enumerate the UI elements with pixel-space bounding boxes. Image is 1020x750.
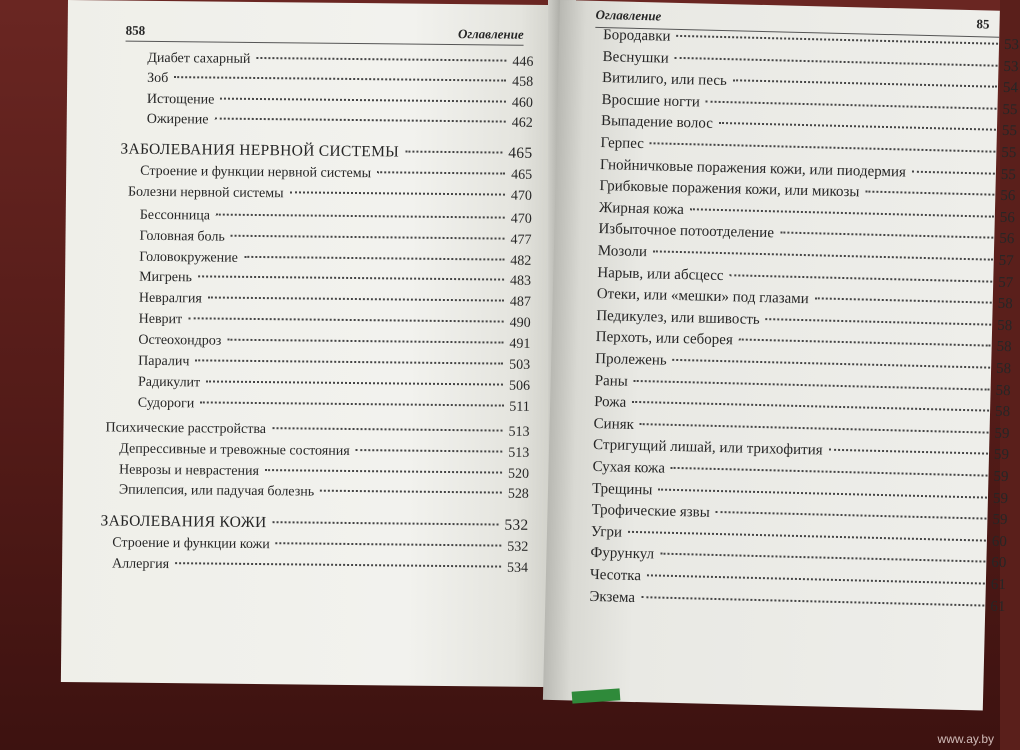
toc-entry-title: Фурункул [590, 545, 655, 563]
dot-leader [653, 250, 993, 260]
toc-entry-page: 520 [507, 466, 530, 482]
toc-entry [138, 333, 530, 353]
dot-leader [815, 298, 992, 304]
toc-entry-page: 54 [1002, 80, 1019, 97]
toc-entry-title: Избыточное потоотделение [598, 221, 775, 242]
toc-entry-page: 482 [510, 253, 532, 269]
toc-entry-title: Рожа [593, 394, 627, 411]
toc-entry-page: 465 [508, 144, 533, 162]
toc-entry-page: 56 [999, 231, 1015, 248]
dot-leader [377, 171, 505, 174]
toc-entry-page: 58 [995, 382, 1011, 399]
toc-entry-title: Головокружение [139, 249, 238, 266]
dot-leader [356, 449, 503, 453]
toc-entry-page: 458 [512, 74, 534, 90]
toc-entry [140, 208, 532, 228]
dot-leader [641, 596, 984, 606]
toc-entry-page: 532 [507, 539, 529, 555]
dot-leader [206, 380, 503, 385]
toc-entry-page: 58 [996, 339, 1012, 356]
left-page [61, 0, 560, 687]
toc-entry-title: Ожирение [146, 111, 209, 128]
dot-leader [214, 118, 505, 123]
toc-entry [119, 442, 529, 462]
toc-entry-page: 57 [998, 252, 1014, 270]
toc-entry-page: 59 [993, 447, 1010, 464]
dot-leader [174, 76, 506, 81]
toc-entry-page: 59 [993, 468, 1009, 486]
dot-leader [673, 359, 990, 369]
toc-entry-title: ЗАБОЛЕВАНИЯ КОЖИ [100, 512, 267, 532]
toc-entry [119, 463, 529, 483]
toc-entry [139, 312, 531, 332]
dot-leader [647, 574, 985, 584]
toc-entry-title: Пролежень [595, 350, 667, 369]
toc-entry-page: 53 [1003, 36, 1020, 54]
toc-entry-page: 470 [510, 211, 532, 227]
dot-leader [632, 401, 989, 412]
toc-entry-title: Мигрень [139, 269, 192, 286]
dot-leader [650, 142, 996, 152]
toc-entry [119, 483, 529, 503]
toc-entry-page: 491 [509, 336, 531, 352]
toc-entry-page: 532 [504, 516, 529, 534]
dot-leader [658, 488, 987, 498]
dot-leader [231, 235, 505, 240]
dot-leader [276, 542, 502, 546]
toc-entry-title: Отеки, или «мешки» под глазами [596, 286, 809, 308]
right-page-number: 85 [976, 16, 990, 32]
left-page-number: 858 [125, 22, 146, 38]
toc-entry-title: Радикулит [137, 374, 201, 391]
dot-leader [739, 339, 991, 347]
dot-leader [677, 35, 999, 45]
toc-entry [147, 71, 533, 91]
toc-entry-title: Витилиго, или песь [601, 70, 728, 90]
toc-entry-title: Экзема [589, 588, 636, 606]
dot-leader [405, 151, 502, 154]
toc-entry-title: Психические расстройства [105, 420, 267, 438]
dot-leader [912, 170, 995, 174]
toc-entry [147, 92, 533, 112]
dot-leader [208, 296, 504, 301]
toc-entry-page: 483 [510, 273, 532, 289]
toc-entry [138, 375, 530, 395]
toc-entry-title: Невралгия [138, 290, 202, 307]
dot-leader [256, 57, 506, 62]
toc-entry-title: Паралич [138, 353, 190, 370]
dot-leader [634, 380, 990, 391]
toc-entry [147, 112, 533, 132]
toc-entry [128, 185, 532, 205]
dot-leader [716, 511, 987, 520]
toc-entry-page: 55 [1001, 123, 1018, 140]
toc-entry-page: 53 [1003, 58, 1019, 75]
right-page [543, 0, 1020, 711]
toc-entry-title: Сухая кожа [592, 458, 666, 477]
toc-entry-page: 55 [1000, 166, 1017, 183]
toc-entry-title: Стригущий лишай, или трихофития [592, 437, 823, 459]
left-page-header [126, 13, 524, 46]
toc-entry [138, 396, 530, 416]
toc-entry [105, 420, 529, 440]
toc-entry-page: 58 [996, 317, 1013, 334]
dot-leader [272, 521, 498, 525]
toc-entry-page: 61 [990, 576, 1007, 594]
toc-entry-title: Неврозы и неврастения [119, 462, 260, 480]
dot-leader [640, 423, 989, 434]
dot-leader [628, 531, 986, 542]
dot-leader [227, 339, 503, 344]
toc-entry-page: 59 [992, 490, 1009, 507]
dot-leader [272, 427, 502, 431]
toc-entry-page: 61 [990, 598, 1006, 615]
dot-leader [690, 208, 994, 217]
toc-entry [100, 512, 528, 534]
dot-leader [780, 232, 993, 239]
dot-leader [244, 256, 504, 261]
toc-entry [112, 556, 528, 576]
toc-entry [147, 51, 533, 71]
toc-entry-title: Трофические язвы [591, 502, 710, 521]
toc-entry-page: 57 [998, 274, 1014, 291]
toc-entry-title: Диабет сахарный [147, 50, 251, 67]
toc-entry-title: Строение и функции кожи [112, 535, 270, 553]
toc-entry-page: 506 [508, 378, 531, 394]
dot-leader [265, 469, 502, 473]
dot-leader [719, 122, 996, 131]
toc-entry-title: Бородавки [602, 27, 671, 45]
toc-entry [138, 354, 530, 374]
toc-entry-title: Зоб [147, 70, 169, 87]
right-running-title: Оглавление [595, 6, 662, 24]
toc-entry-title: Герпес [600, 135, 645, 153]
dot-leader [660, 553, 985, 563]
dot-leader [706, 100, 997, 109]
toc-entry-title: Аллергия [112, 556, 170, 573]
toc-entry-page: 60 [991, 555, 1007, 572]
toc-entry-title: Вросшие ногти [601, 91, 701, 111]
toc-entry [140, 164, 532, 184]
toc-entry [120, 141, 532, 163]
toc-entry-title: Бессонница [139, 207, 211, 224]
toc-entry-page: 513 [508, 445, 530, 461]
toc-entry-page: 460 [511, 95, 534, 111]
toc-entry-page: 490 [509, 315, 531, 331]
dot-leader [175, 562, 501, 567]
toc-entry [139, 229, 531, 249]
toc-entry-title: Жирная кожа [598, 199, 685, 218]
toc-entry-title: Неврит [138, 311, 183, 328]
dot-leader [290, 191, 505, 195]
toc-entry [112, 535, 528, 555]
toc-entry-title: Гнойничковые поражения кожи, или пиодермия [599, 156, 907, 181]
toc-entry-page: 503 [509, 357, 531, 373]
toc-entry-page: 465 [511, 167, 533, 183]
toc-entry-title: Трещины [591, 480, 653, 498]
toc-entry-title: Истощение [146, 91, 215, 108]
toc-entry-title: Педикулез, или вшивость [596, 307, 760, 328]
dot-leader [188, 317, 503, 322]
toc-entry [589, 588, 1005, 615]
toc-entry-page: 513 [508, 424, 530, 440]
toc-entry-title: Нарыв, или абсцесс [597, 264, 724, 284]
dot-leader [200, 401, 503, 406]
toc-entry-page: 56 [1000, 188, 1016, 205]
toc-entry-page: 477 [510, 232, 532, 248]
toc-entry-page: 534 [506, 560, 529, 576]
toc-entry-title: Головная боль [139, 228, 225, 245]
left-running-title: Оглавление [457, 26, 524, 42]
toc-entry-page: 59 [992, 511, 1008, 529]
toc-entry [139, 270, 531, 290]
watermark-text: www.ay.by [937, 732, 994, 746]
toc-entry-title: Грибковые поражения кожи, или микозы [599, 178, 860, 201]
toc-entry-page: 446 [512, 54, 534, 70]
toc-entry-page: 58 [994, 403, 1011, 421]
dot-leader [671, 467, 988, 477]
dot-leader [195, 359, 503, 364]
toc-entry-title: Перхоть, или себорея [595, 329, 734, 349]
dot-leader [829, 449, 988, 455]
toc-entry-title: Строение и функции нервной системы [140, 163, 372, 182]
toc-entry-page: 470 [510, 188, 533, 204]
toc-entry-page: 58 [995, 360, 1012, 378]
dot-leader [865, 191, 994, 196]
toc-entry-page: 528 [507, 486, 529, 502]
dot-leader [198, 275, 504, 280]
toc-entry-page: 511 [509, 399, 530, 415]
toc-entry-title: Раны [594, 372, 629, 390]
dot-leader [733, 79, 997, 87]
dot-leader [220, 98, 506, 103]
toc-entry-title: ЗАБОЛЕВАНИЯ НЕРВНОЙ СИСТЕМЫ [120, 140, 400, 161]
toc-entry-page: 462 [511, 115, 533, 131]
toc-entry-page: 487 [509, 294, 531, 310]
toc-entry-title: Выпадение волос [600, 113, 714, 133]
toc-entry [139, 291, 531, 311]
toc-entry-page: 60 [991, 533, 1008, 550]
toc-entry-title: Веснушки [602, 48, 669, 67]
toc-entry-title: Чесотка [589, 566, 642, 585]
toc-entry [139, 250, 531, 270]
dot-leader [766, 318, 991, 326]
dot-leader [216, 214, 505, 219]
toc-entry-page: 55 [1001, 144, 1017, 162]
toc-entry-title: Эпилепсия, или падучая болезнь [118, 482, 315, 500]
toc-entry-title: Угри [590, 523, 623, 541]
toc-entry-page: 56 [999, 209, 1016, 226]
toc-entry-title: Остеохондроз [138, 332, 222, 349]
toc-entry-page: 58 [997, 295, 1013, 313]
toc-entry-title: Мозоли [597, 243, 648, 261]
toc-entry-title: Депрессивные и тревожные состояния [119, 441, 350, 459]
toc-entry-title: Судороги [137, 395, 195, 412]
dot-leader [675, 56, 998, 66]
dot-leader [320, 490, 502, 494]
dot-leader [730, 274, 993, 282]
toc-entry-page: 59 [994, 425, 1010, 442]
toc-entry-title: Болезни нервной системы [127, 184, 284, 202]
toc-entry-page: 55 [1002, 101, 1018, 119]
toc-entry-title: Синяк [593, 415, 635, 433]
